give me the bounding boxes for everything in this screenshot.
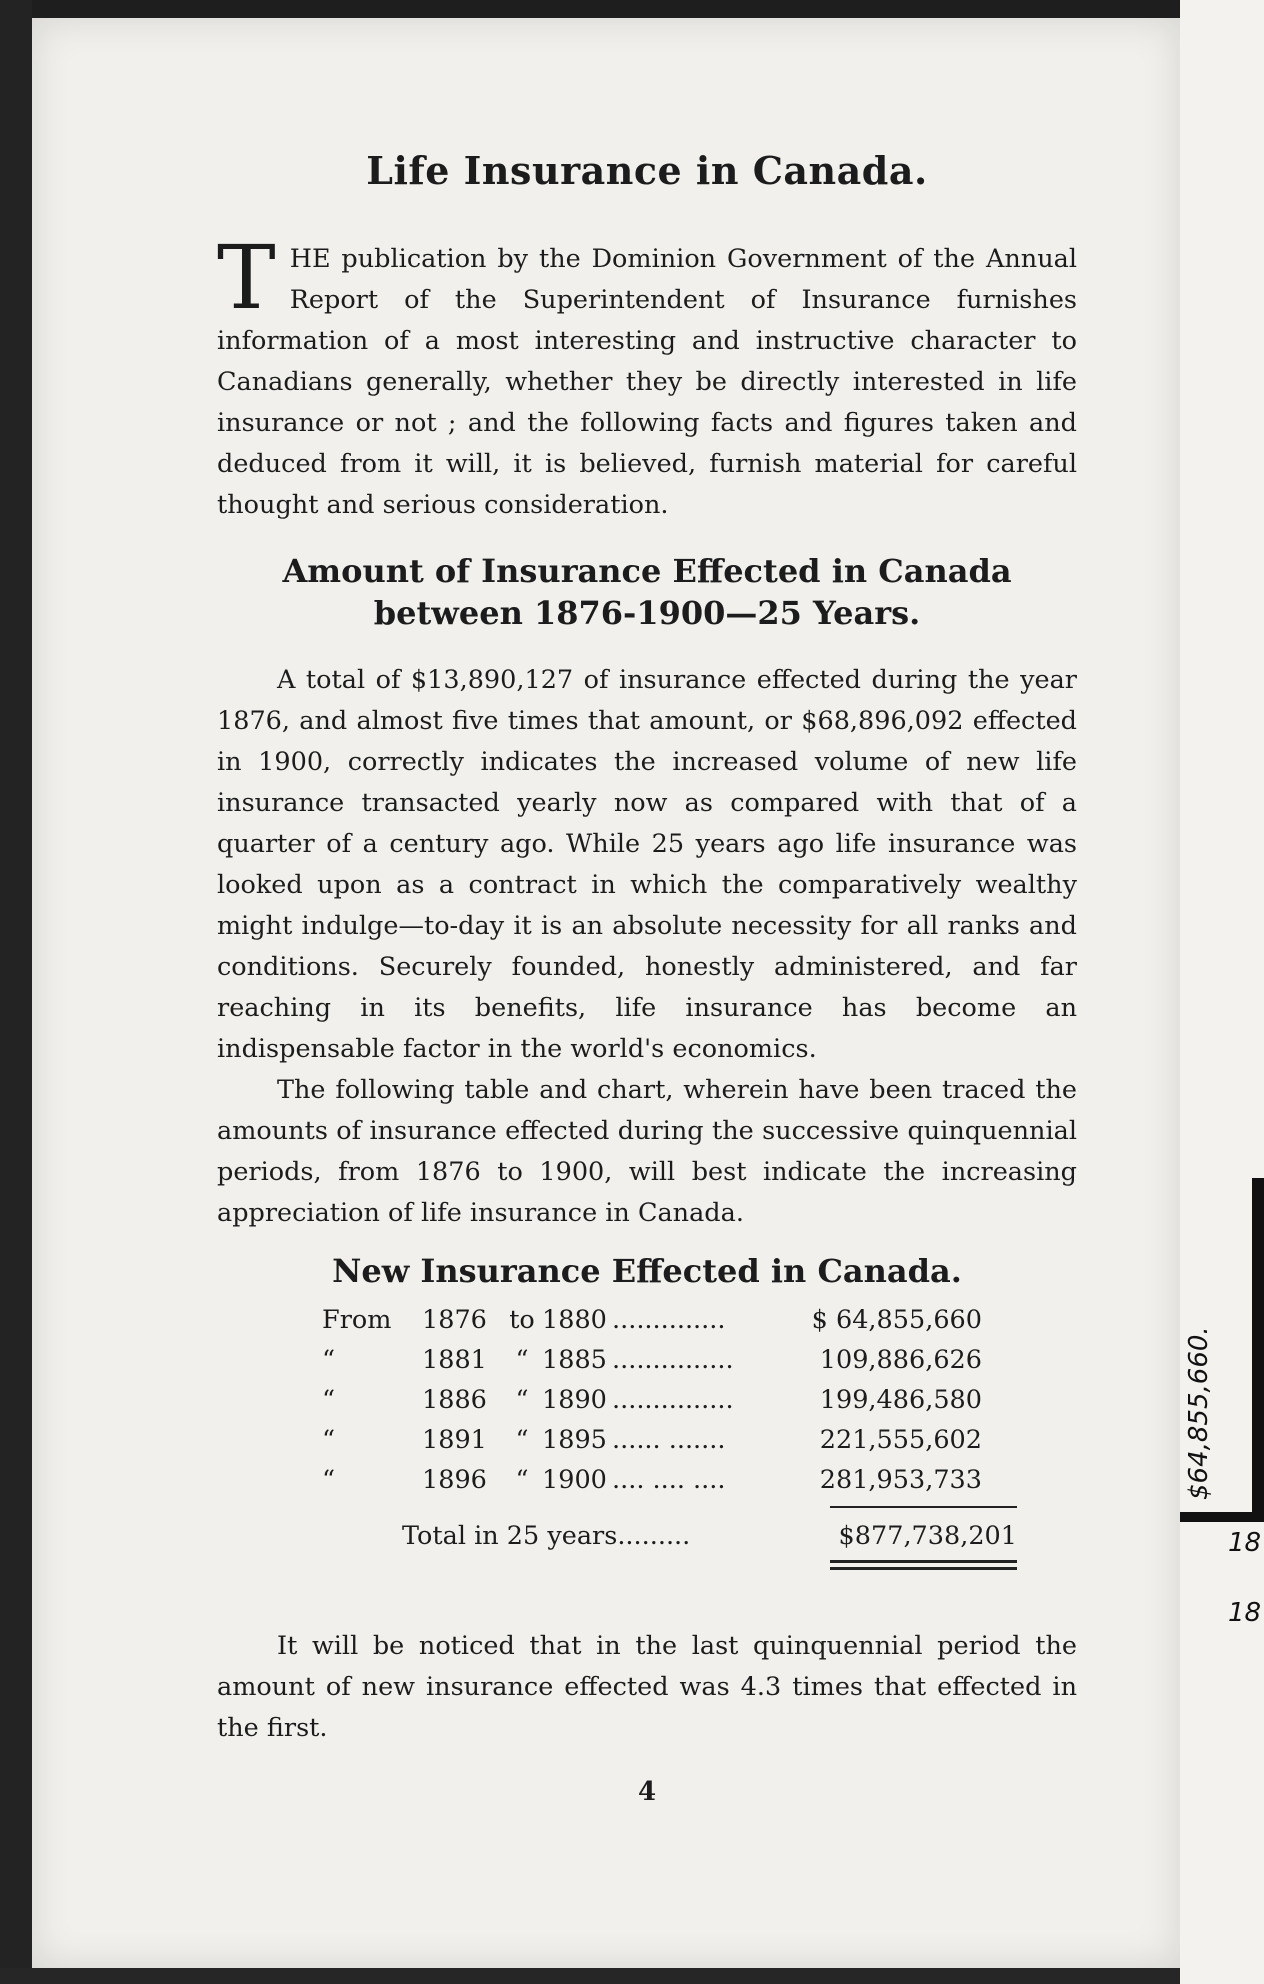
- row-amount: 221,555,602: [819, 1425, 982, 1455]
- adjacent-year-bottom: 18: [1228, 1598, 1262, 1628]
- row-leader-dots: ...... .......: [612, 1425, 726, 1455]
- row-leader-dots: .... .... ....: [612, 1465, 726, 1495]
- row-to-year: 1895: [542, 1425, 607, 1455]
- table-row: [322, 1300, 982, 1340]
- row-separator: “: [515, 1465, 529, 1495]
- page-title: Life Insurance in Canada.: [366, 148, 928, 193]
- row-leader-dots: ...............: [612, 1345, 734, 1375]
- intro-text: HE publication by the Dominion Government of the Annual Report of the Superintendent of Insurance furnishes information of a most interesting and instructive character to Canadians generally, whether they be directly interested in life insurance or not ; and the following facts and figures taken and deduced from it will, it is believed, furnish material for careful thought and serious consideration.: [217, 244, 1077, 520]
- row-to-year: 1885: [542, 1345, 607, 1375]
- total-leader-dots: .........: [617, 1521, 691, 1551]
- table-row: [322, 1380, 982, 1420]
- insurance-table: [322, 1300, 1017, 1570]
- scan-left-edge: [0, 0, 32, 1984]
- row-lead: “: [322, 1345, 336, 1375]
- row-lead: “: [322, 1465, 336, 1495]
- row-separator: “: [515, 1345, 529, 1375]
- row-amount: 281,953,733: [819, 1465, 982, 1495]
- row-leader-dots: ..............: [612, 1305, 726, 1335]
- row-separator: to: [509, 1305, 535, 1335]
- table-row: [322, 1420, 982, 1460]
- row-amount: 199,486,580: [819, 1385, 982, 1415]
- section-heading-line1: Amount of Insurance Effected in Canada: [282, 552, 1012, 590]
- row-to-year: 1880: [542, 1305, 607, 1335]
- row-lead: “: [322, 1385, 336, 1415]
- scan-bottom-edge: [0, 1968, 1180, 1984]
- table-row: [322, 1340, 982, 1380]
- page-content: [217, 148, 1077, 1807]
- section-paragraph-2: The following table and chart, wherein have been traced the amounts of insurance effected during the successive quinquennial periods, from 1876 to 1900, will best indicate the increasing appreciation of life insurance in Canada.: [217, 1075, 1077, 1228]
- row-from-year: 1896: [422, 1465, 487, 1495]
- drop-cap: T: [217, 226, 276, 329]
- section-heading-line2: between 1876-1900—25 Years.: [373, 594, 921, 632]
- total-amount: $877,738,201: [838, 1521, 1017, 1551]
- row-amount: $ 64,855,660: [811, 1305, 982, 1335]
- document-page: [32, 18, 1180, 1968]
- row-from-year: 1876: [422, 1305, 487, 1335]
- section-paragraph-1: A total of $13,890,127 of insurance effected during the year 1876, and almost five times that amount, or $68,896,092 effected in 1900, correctly indicates the increased volume of new life insurance transacted yearly now as compared with that of a quarter of a century ago. While 25 years ago life insurance was looked upon as a contract in which the comparatively wealthy might indulge—to-day it is an absolute necessity for all ranks and conditions. Securely founded, honestly administered, and far reaching in its benefits, life insurance has become an indispensable factor in the world's economics.: [217, 665, 1077, 1064]
- scan-top-edge: [0, 0, 1180, 18]
- row-lead: From: [322, 1305, 392, 1335]
- row-separator: “: [515, 1385, 529, 1415]
- adjacent-chart-baseline: [1180, 1512, 1264, 1522]
- page-number: 4: [637, 1777, 657, 1807]
- row-from-year: 1891: [422, 1425, 487, 1455]
- row-amount: 109,886,626: [819, 1345, 982, 1375]
- row-to-year: 1890: [542, 1385, 607, 1415]
- intro-paragraph: [217, 226, 1077, 526]
- total-label: Total in 25 years: [402, 1521, 618, 1551]
- row-from-year: 1881: [422, 1345, 487, 1375]
- adjacent-page-edge: [1180, 0, 1264, 1984]
- adjacent-chart-label: $64,855,660.: [1184, 1326, 1214, 1500]
- row-from-year: 1886: [422, 1385, 487, 1415]
- table-row: [322, 1460, 982, 1500]
- total-double-rule: [830, 1560, 1017, 1570]
- row-to-year: 1900: [542, 1465, 607, 1495]
- table-title: New Insurance Effected in Canada.: [332, 1252, 962, 1290]
- closing-paragraph: It will be noticed that in the last quinquennial period the amount of new insurance effected was 4.3 times that effected in the first.: [217, 1631, 1077, 1743]
- row-lead: “: [322, 1425, 336, 1455]
- sum-rule: [830, 1506, 1017, 1508]
- adjacent-chart-bar: [1252, 1178, 1264, 1518]
- row-leader-dots: ...............: [612, 1385, 734, 1415]
- section-heading: [217, 550, 1077, 634]
- row-separator: “: [515, 1425, 529, 1455]
- adjacent-year-top: 18: [1228, 1528, 1262, 1558]
- total-row: [402, 1516, 1017, 1556]
